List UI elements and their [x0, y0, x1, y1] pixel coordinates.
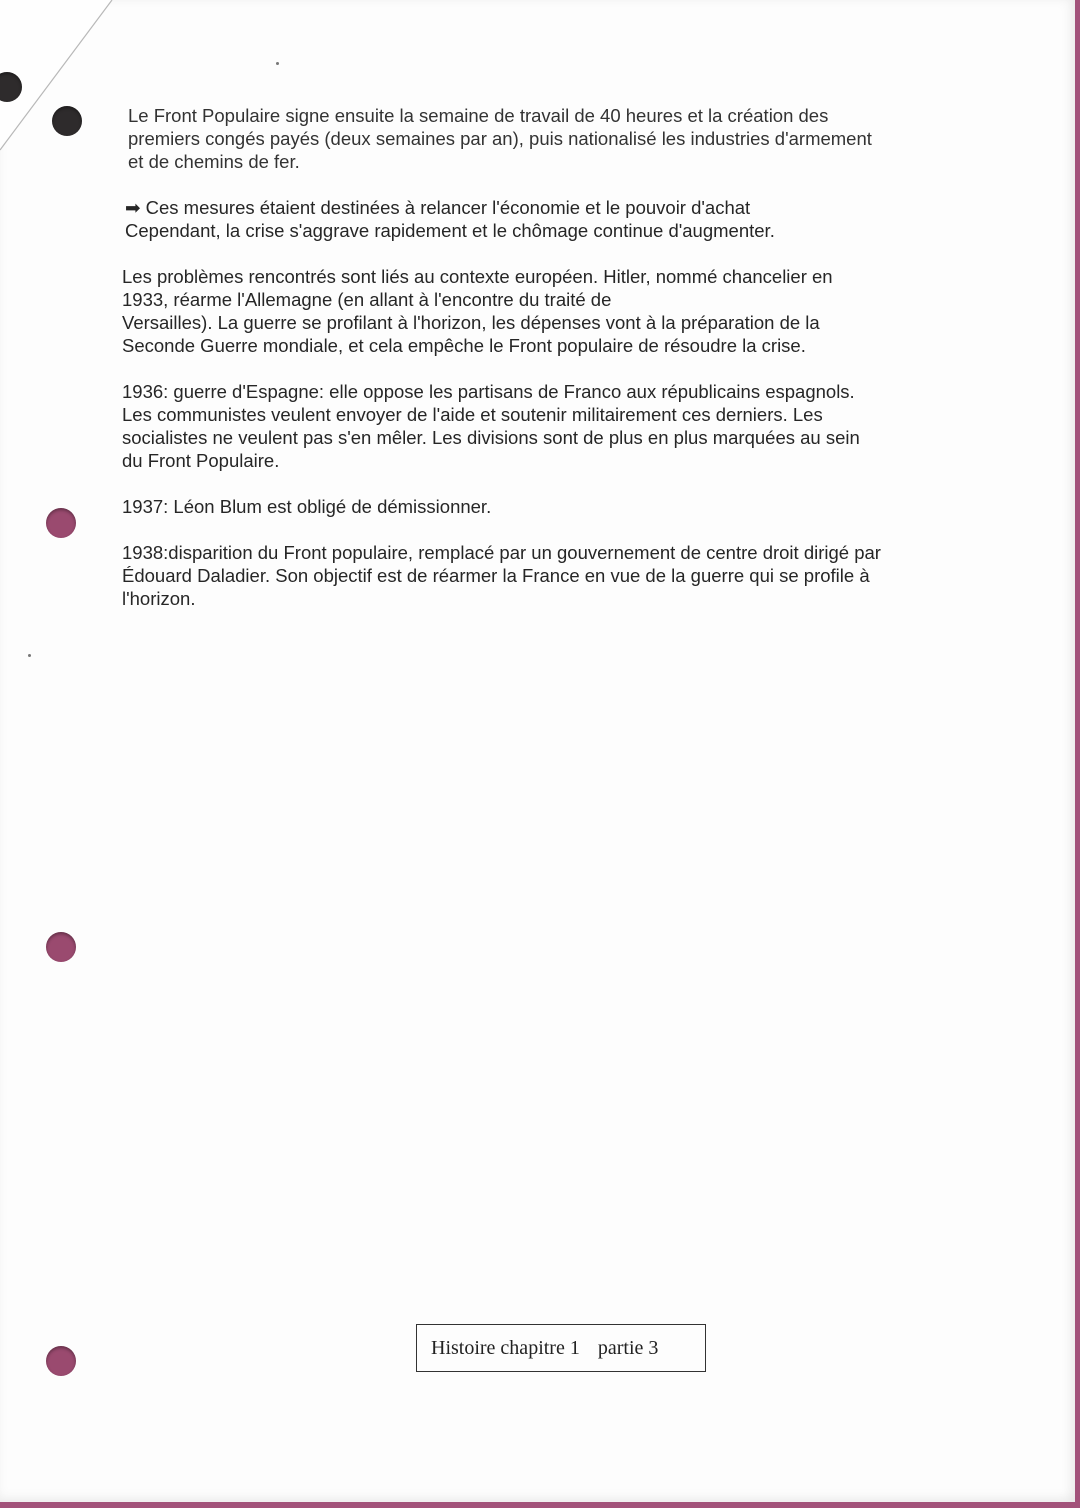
punch-hole-middle — [46, 932, 76, 962]
document-body — [122, 104, 952, 633]
punch-hole-top — [52, 106, 82, 136]
paragraph-front-populaire: Le Front Populaire signe ensuite la semaine de travail de 40 heures et la création des premiers congés payés (deux semaines par an), puis nationalisé les industries d'armement et de chemins de fer. — [128, 105, 872, 172]
paper-speck — [276, 62, 279, 65]
punch-hole-upper — [46, 508, 76, 538]
footer-part-label: partie 3 — [597, 1336, 659, 1359]
punch-hole-bottom — [46, 1346, 76, 1376]
paragraph-leon-blum: 1937: Léon Blum est obligé de démissionner. — [122, 496, 492, 517]
paragraph-contexte-europeen: Les problèmes rencontrés sont liés au contexte européen. Hitler, nommé chancelier en 1933, réarme l'Allemagne (en allant à l'encontre du traité de Versailles). La guerre se profilant à l'horizon, les dépenses vont à la préparation de la Seconde Guerre mondiale, et cela empêche le Front populaire de résoudre la crise. — [122, 266, 833, 356]
paper-speck — [28, 654, 31, 657]
punch-hole-corner — [0, 72, 22, 102]
footer-chapter-label: Histoire chapitre 1 — [431, 1336, 580, 1359]
paragraph-mesures: ➡ Ces mesures étaient destinées à relancer l'économie et le pouvoir d'achat Cependant, la crise s'aggrave rapidement et le chômage continue d'augmenter. — [125, 197, 775, 241]
paragraph-disparition: 1938:disparition du Front populaire, remplacé par un gouvernement de centre droit dirigé par Édouard Daladier. Son objectif est de réarmer la France en vue de la guerre qui se profile à l'horizon. — [122, 542, 881, 609]
paragraph-guerre-espagne: 1936: guerre d'Espagne: elle oppose les partisans de Franco aux républicains espagnols. Les communistes veulent envoyer de l'aide et soutenir militairement ces derniers. Les socialistes ne veulent pas s'en mêler. Les divisions sont de plus en plus marquées au sein du Front Populaire. — [122, 381, 860, 471]
footer-label-box — [416, 1324, 706, 1372]
